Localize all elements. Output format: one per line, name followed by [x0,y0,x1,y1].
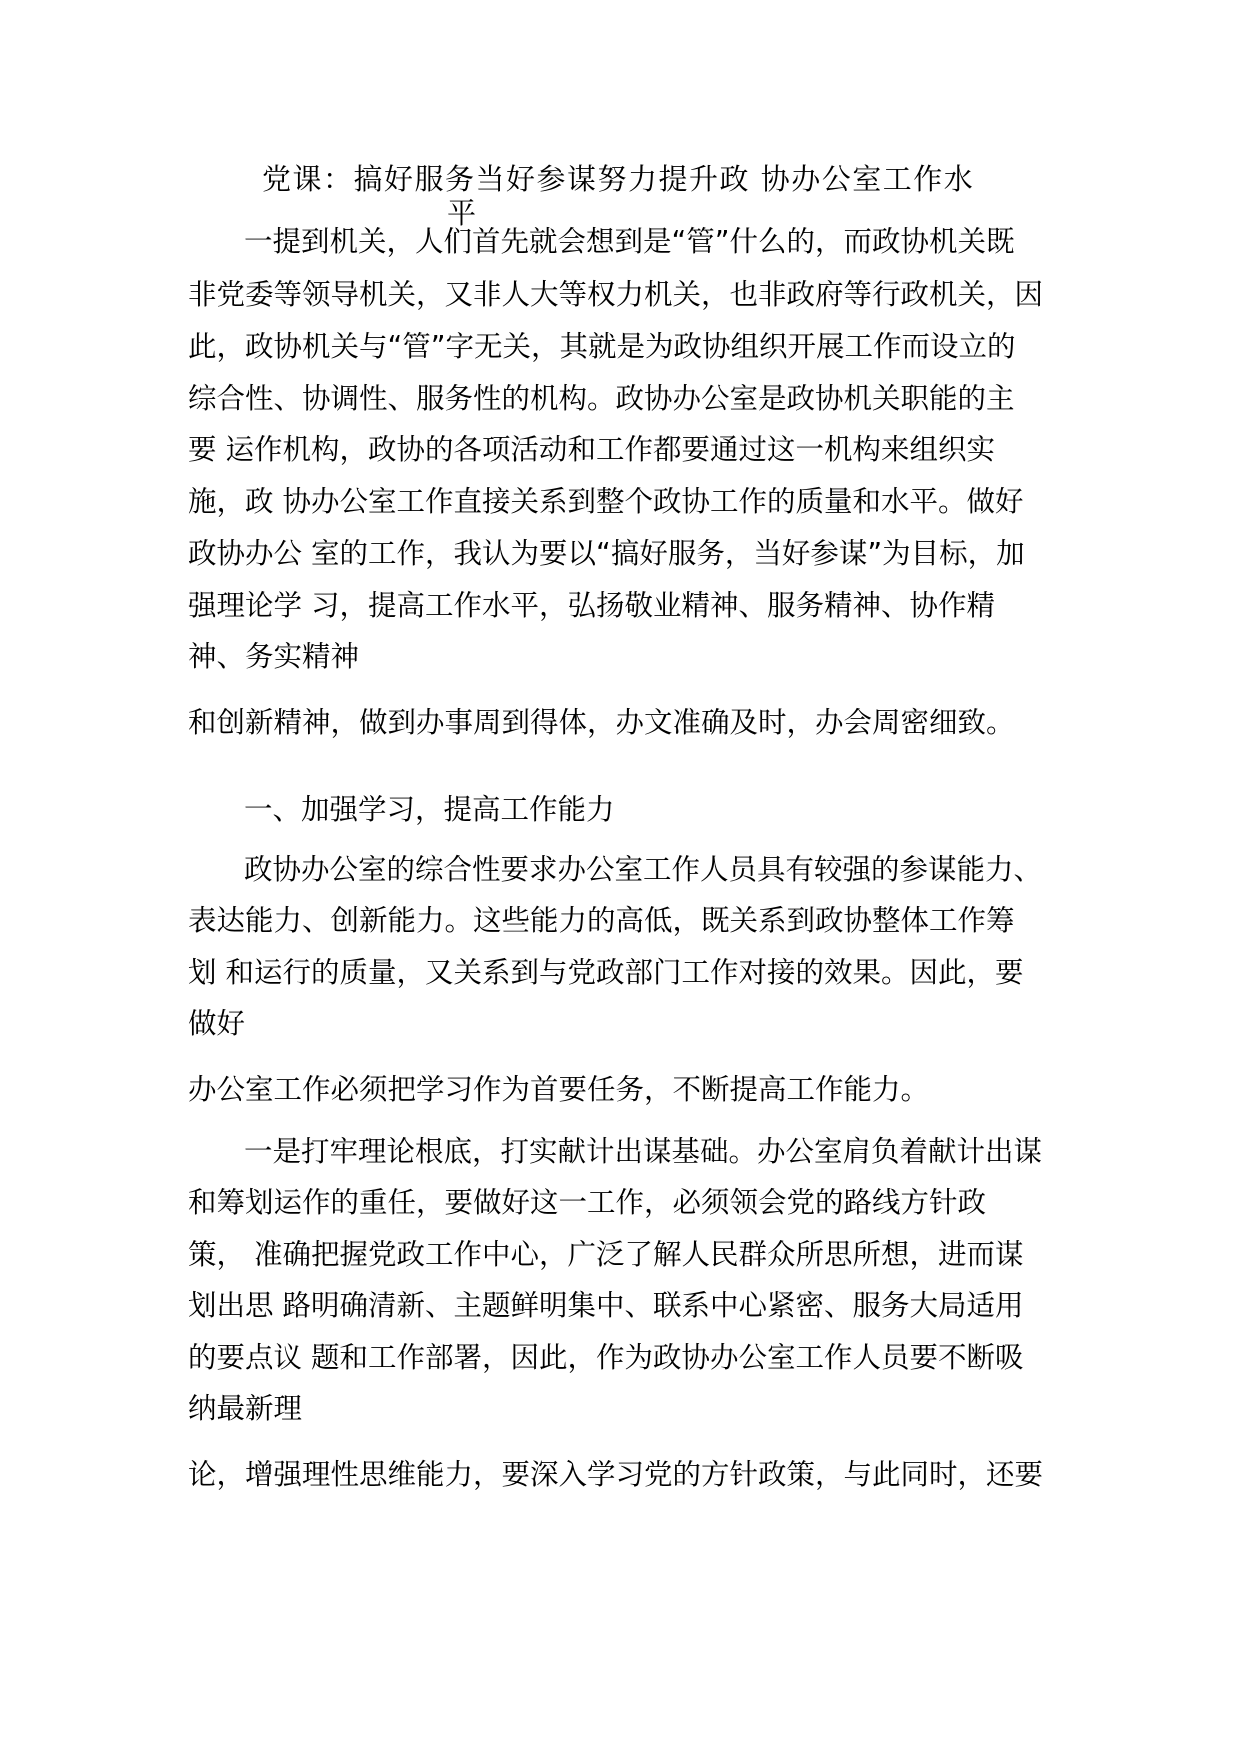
paragraph-line: 纳最新理 [188,1392,303,1425]
paragraph-line: 强理论学 习，提高工作水平，弘扬敬业精神、服务精神、协作精 [188,589,996,622]
paragraph-line: 此，政协机关与“管”字无关，其就是为政协组织开展工作而设立的 [188,330,1016,363]
paragraph-line: 和筹划运作的重任，要做好这一工作，必须领会党的路线方针政 [188,1186,987,1219]
paragraph-line: 一是打牢理论根底，打实献计出谋基础。办公室肩负着献计出谋 [244,1135,1043,1168]
paragraph-line: 的要点议 题和工作部署，因此，作为政协办公室工作人员要不断吸 [188,1341,1024,1374]
paragraph-line: 施，政 协办公室工作直接关系到整个政协工作的质量和水平。做好 [188,485,1024,518]
paragraph-line: 综合性、协调性、服务性的机构。政协办公室是政协机关职能的主 [188,382,1015,415]
document-title-continuation: 平 [447,196,477,230]
paragraph-line: 神、务实精神 [188,640,360,673]
paragraph-line: 表达能力、创新能力。这些能力的高低，既关系到政协整体工作筹 [188,904,1015,937]
paragraph-line: 论，增强理性思维能力，要深入学习党的方针政策，与此同时，还要 [188,1458,1044,1491]
paragraph-line: 划 和运行的质量，又关系到与党政部门工作对接的效果。因此，要 [188,956,1024,989]
paragraph-line: 和创新精神，做到办事周到得体，办文准确及时，办会周密细致。 [188,706,1015,739]
section-heading: 一、加强学习，提高工作能力 [244,793,615,826]
paragraph-line: 政协办公 室的工作，我认为要以“搞好服务，当好参谋”为目标，加 [188,537,1025,570]
paragraph-line: 划出思 路明确清新、主题鲜明集中、联系中心紧密、服务大局适用 [188,1289,1024,1322]
paragraph-line: 非党委等领导机关，又非人大等权力机关，也非政府等行政机关，因 [188,278,1044,311]
paragraph-line: 要 运作机构，政协的各项活动和工作都要通过这一机构来组织实 [188,433,996,466]
paragraph-line: 做好 [188,1007,246,1040]
paragraph-line: 政协办公室的综合性要求办公室工作人员具有较强的参谋能力、 [244,853,1043,886]
paragraph-line: 策， 准确把握党政工作中心，广泛了解人民群众所思所想，进而谋 [188,1238,1024,1271]
document-title: 党课：搞好服务当好参谋努力提升政 协办公室工作水 [262,162,975,196]
paragraph-line: 办公室工作必须把学习作为首要任务，不断提高工作能力。 [188,1073,930,1106]
paragraph-line: 一提到机关，人们首先就会想到是“管”什么的，而政协机关既 [244,225,1015,258]
